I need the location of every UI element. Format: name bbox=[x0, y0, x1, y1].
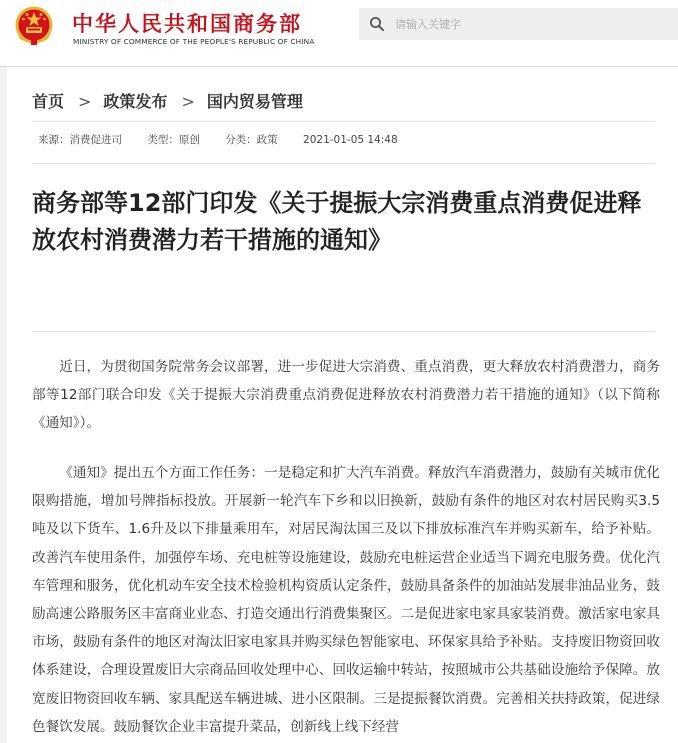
meta-type: 类型：原创 bbox=[147, 134, 200, 146]
breadcrumb-policy-release[interactable]: 政策发布 bbox=[103, 92, 168, 111]
breadcrumb bbox=[32, 89, 303, 112]
search-box[interactable] bbox=[359, 8, 678, 40]
search-input[interactable] bbox=[395, 13, 665, 35]
article-meta bbox=[38, 132, 398, 147]
article-container bbox=[7, 67, 678, 743]
breadcrumb-separator: > bbox=[78, 92, 92, 111]
breadcrumb-home[interactable]: 首页 bbox=[32, 92, 65, 111]
breadcrumb-separator: > bbox=[181, 92, 195, 111]
meta-category: 分类：政策 bbox=[225, 134, 278, 146]
site-subtitle: MINISTRY OF COMMERCE OF THE PEOPLE'S REPUBLIC OF CHINA bbox=[73, 37, 315, 46]
article-paragraph: 《通知》提出五个方面工作任务：一是稳定和扩大汽车消费。释放汽车消费潜力，鼓励有关城市优化限购措施，增加号牌指标投放。开展新一轮汽车下乡和以旧换新，鼓励有条件的地区对农村居民购买3.5吨及以下货车、1.6升及以下排量乘用车，对居民淘汰国三及以下排放标准汽车并购买新车，给予补贴。改善汽车使用条件，加强停车场、充电桩等设施建设，鼓励充电桩运营企业适当下调充电服务费。优化汽车管理和服务，优化机动车安全技术检验机构资质认定条件，鼓励具备条件的加油站发展非油品业务，鼓励高速公路服务区丰富商业业态、打造交通出行消费集聚区。二是促进家电家具家装消费。激活家电家具市场，鼓励有条件的地区对淘汰旧家电家具并购买绿色智能家电、环保家具给予补贴。支持废旧物资回收体系建设，合理设置废旧大宗商品回收处理中心、回收运输中转站，按照城市公共基础设施给予保障。放宽废旧物资回收车辆、家具配送车辆进城、进小区限制。三是提振餐饮消费。完善相关扶持政策，促进绿色餐饮发展。鼓励餐饮企业丰富提升菜品，创新线上线下经营 bbox=[32, 465, 660, 735]
title-rule bbox=[32, 331, 655, 332]
breadcrumb-rule bbox=[32, 121, 655, 122]
meta-rule bbox=[32, 163, 655, 164]
search-icon[interactable] bbox=[369, 16, 385, 32]
breadcrumb-domestic-trade[interactable]: 国内贸易管理 bbox=[206, 92, 303, 111]
meta-source: 来源：消费促进司 bbox=[38, 134, 122, 146]
site-title[interactable]: 中华人民共和国商务部 bbox=[72, 12, 302, 36]
article-paragraph: 近日，为贯彻国务院常务会议部署，进一步促进大宗消费、重点消费，更大释放农村消费潜力，商务部等12部门联合印发《关于提振大宗消费重点消费促进释放农村消费潜力若干措施的通知》（以下简称《通知》）。 bbox=[32, 359, 660, 432]
site-header bbox=[0, 0, 678, 66]
article-title: 商务部等12部门印发《关于提振大宗消费重点消费促进释放农村消费潜力若干措施的通知》 bbox=[32, 189, 642, 254]
left-gutter bbox=[0, 67, 7, 743]
national-emblem-icon[interactable] bbox=[12, 5, 56, 49]
meta-datetime: 2021-01-05 14:48 bbox=[303, 134, 398, 146]
